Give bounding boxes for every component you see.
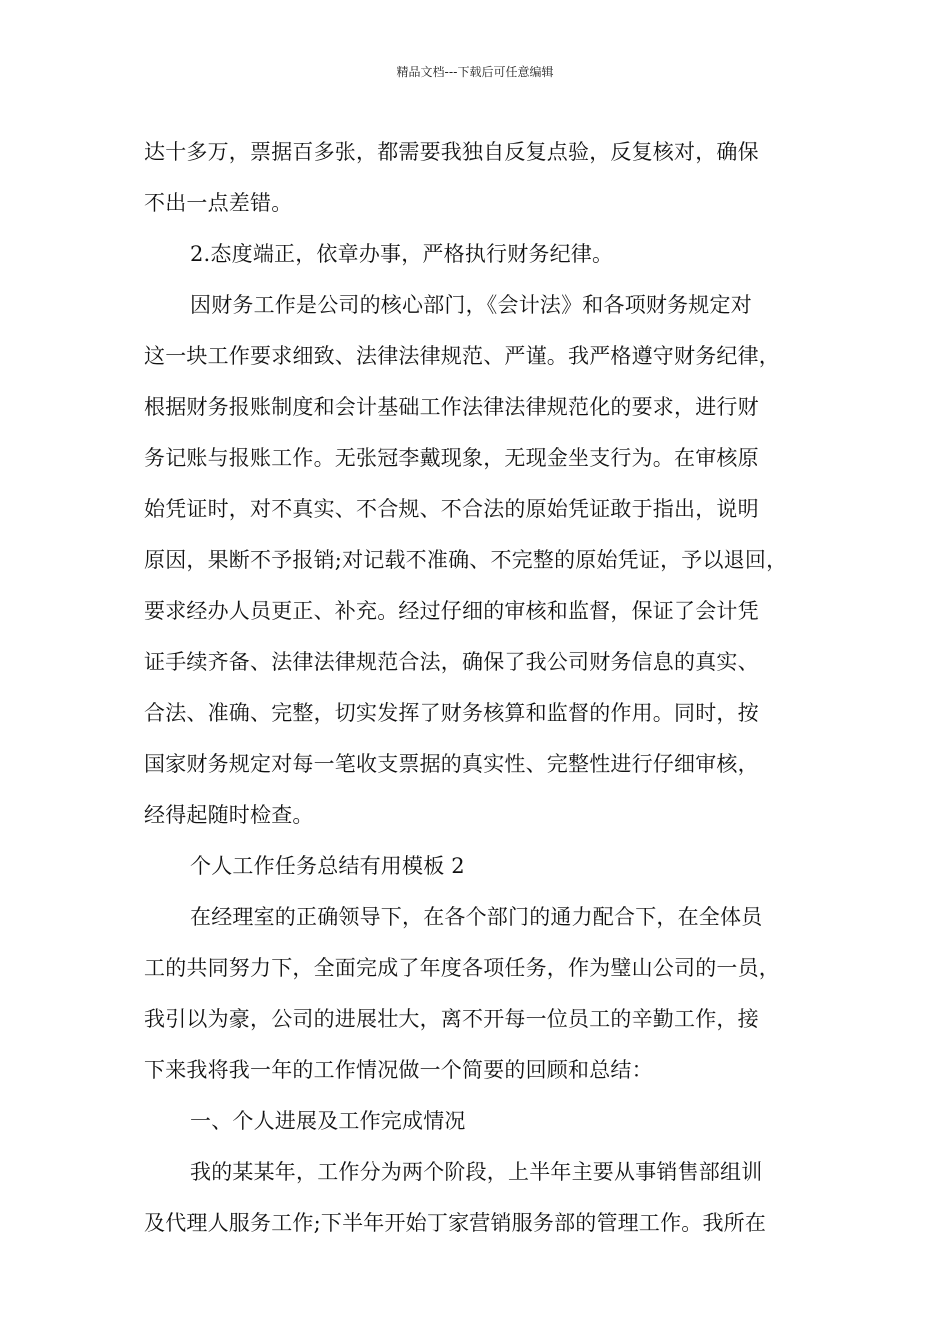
text-line: 不出一点差错。 (144, 191, 293, 215)
document-subtitle: 个人工作任务总结有用模板 2 (190, 854, 465, 878)
text-line: 下来我将我一年的工作情况做一个简要的回顾和总结： (144, 1058, 653, 1082)
text-line: 达十多万，票据百多张，都需要我独自反复点验，反复核对，确保 (144, 140, 759, 164)
text-line: 合法、准确、完整，切实发挥了财务核算和监督的作用。同时，按 (144, 701, 759, 725)
paragraph-start: 我的某某年，工作分为两个阶段，上半年主要从事销售部组训 (190, 1160, 763, 1184)
text-line: 证手续齐备、法律法律规范合法，确保了我公司财务信息的真实、 (144, 650, 759, 674)
paragraph-start: 因财务工作是公司的核心部门，《会计法》和各项财务规定对 (190, 293, 752, 317)
text-line: 根据财务报账制度和会计基础工作法律法律规范化的要求，进行财 (144, 395, 759, 419)
text-line: 工的共同努力下，全面完成了年度各项任务，作为璧山公司的一员， (144, 956, 780, 980)
section-heading: 2.态度端正，依章办事，严格执行财务纪律。 (190, 242, 614, 266)
text-line: 原因，果断不予报销;对记载不准确、不完整的原始凭证，予以退回， (144, 548, 788, 572)
text-line: 国家财务规定对每一笔收支票据的真实性、完整性进行仔细审核， (144, 752, 759, 776)
text-line: 务记账与报账工作。无张冠李戴现象，无现金坐支行为。在审核原 (144, 446, 759, 470)
text-line: 要求经办人员更正、补充。经过仔细的审核和监督，保证了会计凭 (144, 599, 759, 623)
paragraph-start: 在经理室的正确领导下，在各个部门的通力配合下，在全体员 (190, 905, 763, 929)
text-line: 经得起随时检查。 (144, 803, 314, 827)
text-line: 我引以为豪，公司的进展壮大，离不开每一位员工的辛勤工作，接 (144, 1007, 759, 1031)
text-line: 始凭证时，对不真实、不合规、不合法的原始凭证敢于指出，说明 (144, 497, 759, 521)
text-line: 及代理人服务工作;下半年开始丁家营销服务部的管理工作。我所在 (144, 1211, 767, 1235)
page-header: 精品文档---下载后可任意编辑 (396, 65, 554, 79)
document-body (144, 127, 810, 1249)
text-line: 这一块工作要求细致、法律法律规范、严谨。我严格遵守财务纪律， (144, 344, 780, 368)
section-heading: 一、个人进展及工作完成情况 (190, 1109, 466, 1133)
